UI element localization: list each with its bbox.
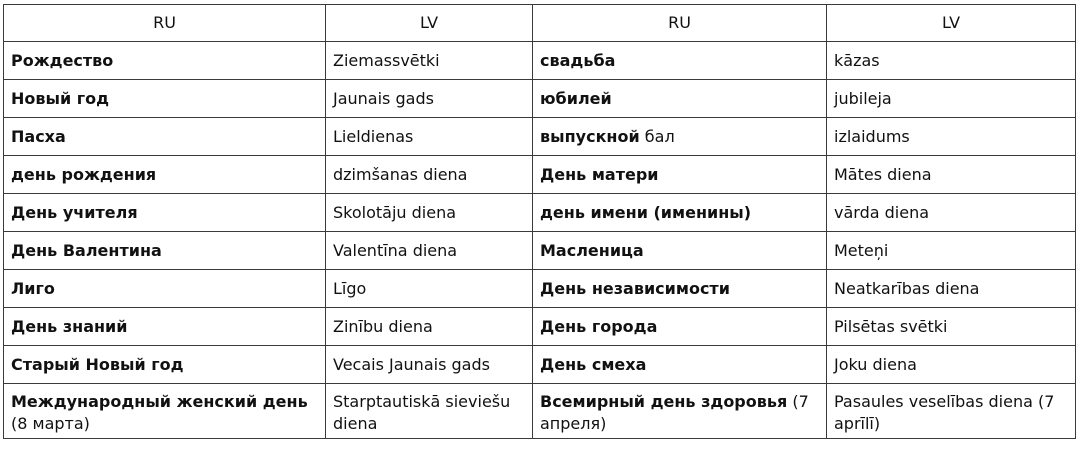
ru-cell-2: [533, 42, 827, 80]
lv-cell-2: Pasaules veselības diena (7 aprīlī): [827, 384, 1076, 439]
ru-term: юбилей: [540, 89, 612, 108]
ru-term: День независимости: [540, 279, 730, 298]
ru-term: Новый год: [11, 89, 110, 108]
ru-term: Международный женский день: [11, 392, 308, 411]
header-row: [4, 5, 1076, 42]
ru-cell-2: [533, 384, 827, 439]
table-row: [4, 80, 1076, 118]
ru-term: Пасха: [11, 127, 66, 146]
ru-term: Всемирный день здоровья: [540, 392, 788, 411]
lv-cell-2: jubileja: [827, 80, 1076, 118]
lv-cell-1: Valentīna diena: [326, 232, 533, 270]
ru-term: свадьба: [540, 51, 616, 70]
ru-term: День города: [540, 317, 658, 336]
lv-cell-1: Starptautiskā sieviešu diena: [326, 384, 533, 439]
ru-note: (7 апреля): [540, 392, 809, 433]
ru-note: бал: [639, 127, 675, 146]
ru-term: день рождения: [11, 165, 157, 184]
table-row: [4, 194, 1076, 232]
ru-term: День знаний: [11, 317, 128, 336]
lv-cell-2: Meteņi: [827, 232, 1076, 270]
ru-term: выпускной: [540, 127, 640, 146]
ru-term: Лиго: [11, 279, 55, 298]
ru-note: (8 марта): [11, 414, 90, 433]
table-row: [4, 42, 1076, 80]
table-row: [4, 232, 1076, 270]
table-row: [4, 156, 1076, 194]
ru-term: день имени (именины): [540, 203, 752, 222]
lv-cell-2: Joku diena: [827, 346, 1076, 384]
lv-cell-1: Ziemassvētki: [326, 42, 533, 80]
ru-cell-2: [533, 156, 827, 194]
lv-cell-1: Lieldienas: [326, 118, 533, 156]
ru-cell-1: [4, 118, 326, 156]
ru-cell-2: [533, 194, 827, 232]
lv-cell-1: Vecais Jaunais gads: [326, 346, 533, 384]
lv-cell-2: kāzas: [827, 42, 1076, 80]
ru-cell-1: [4, 194, 326, 232]
ru-term: День Валентина: [11, 241, 162, 260]
header-ru-2: RU: [533, 5, 827, 42]
holidays-table-container: [3, 4, 1075, 439]
ru-cell-1: [4, 156, 326, 194]
table-body: [4, 42, 1076, 439]
ru-cell-1: [4, 80, 326, 118]
table-row: [4, 270, 1076, 308]
header-lv-1: LV: [326, 5, 533, 42]
lv-cell-1: Līgo: [326, 270, 533, 308]
lv-cell-2: vārda diena: [827, 194, 1076, 232]
ru-term: Старый Новый год: [11, 355, 184, 374]
table-header: [4, 5, 1076, 42]
ru-term: Рождество: [11, 51, 114, 70]
ru-term: День смеха: [540, 355, 647, 374]
lv-cell-2: Pilsētas svētki: [827, 308, 1076, 346]
header-lv-2: LV: [827, 5, 1076, 42]
ru-cell-2: [533, 80, 827, 118]
ru-cell-1: [4, 42, 326, 80]
lv-cell-2: izlaidums: [827, 118, 1076, 156]
ru-term: Масленица: [540, 241, 644, 260]
ru-cell-1: [4, 308, 326, 346]
ru-cell-1: [4, 270, 326, 308]
table-row: [4, 118, 1076, 156]
holidays-translation-table: [3, 4, 1076, 439]
lv-cell-2: Neatkarības diena: [827, 270, 1076, 308]
ru-cell-2: [533, 346, 827, 384]
lv-cell-2: Mātes diena: [827, 156, 1076, 194]
ru-cell-1: [4, 384, 326, 439]
ru-term: День учителя: [11, 203, 138, 222]
lv-cell-1: Jaunais gads: [326, 80, 533, 118]
lv-cell-1: dzimšanas diena: [326, 156, 533, 194]
table-row: [4, 346, 1076, 384]
table-row: [4, 384, 1076, 439]
header-ru-1: RU: [4, 5, 326, 42]
ru-cell-1: [4, 346, 326, 384]
lv-cell-1: Skolotāju diena: [326, 194, 533, 232]
ru-cell-2: [533, 118, 827, 156]
ru-cell-2: [533, 270, 827, 308]
ru-cell-2: [533, 308, 827, 346]
ru-term: День матери: [540, 165, 659, 184]
table-row: [4, 308, 1076, 346]
ru-cell-2: [533, 232, 827, 270]
lv-cell-1: Zinību diena: [326, 308, 533, 346]
ru-cell-1: [4, 232, 326, 270]
